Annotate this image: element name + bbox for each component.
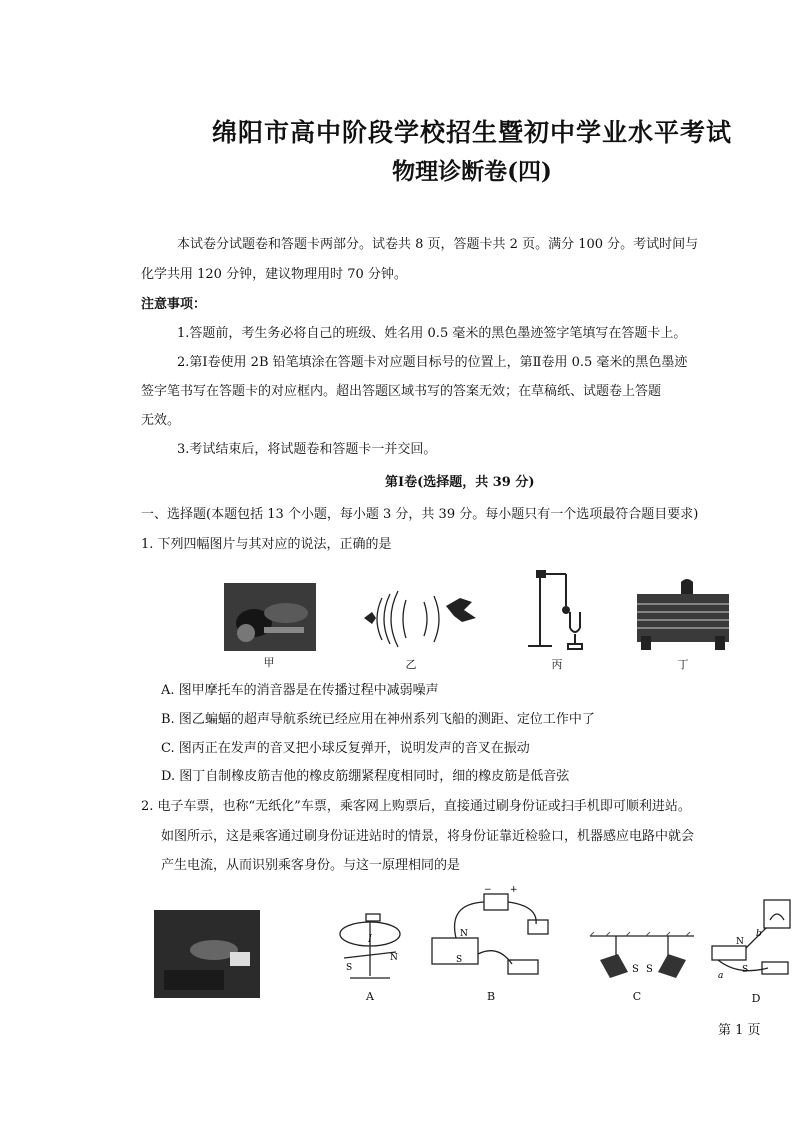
- tuning-fork-illustration: [522, 566, 592, 654]
- q2-fig-d-b-label: b: [756, 929, 762, 939]
- q2-fig-b-plus-label: +: [510, 885, 518, 895]
- notes-item-1: 1.答题前，考生务必将自己的班级、姓名用 0.5 毫米的黑色墨迹签字笔填写在答题卡上。: [177, 326, 687, 341]
- q2-fig-d-s-label: S: [742, 965, 749, 975]
- q2-fig-a-diagram: [330, 910, 410, 990]
- q2-fig-a-current-label: I: [368, 934, 372, 945]
- q2-fig-b-minus-label: −: [484, 885, 492, 895]
- exam-subtitle: 物理诊断卷(四): [392, 158, 552, 185]
- notes-item-3: 3.考试结束后，将试题卷和答题卡一并交回。: [177, 442, 437, 457]
- q2-stem-line-2: 如图所示，这是乘客通过刷身份证进站时的情景，将身份证靠近检验口，机器感应电路中就会: [161, 829, 695, 844]
- q1-option-b: B. 图乙蝙蝠的超声导航系统已经应用在神州系列飞船的测距、定位工作中了: [161, 712, 595, 727]
- q1-fig-label-yi: 乙: [405, 658, 417, 671]
- q2-fig-c-s1-label: S: [632, 964, 639, 975]
- page-number: 第 1 页: [718, 1023, 761, 1038]
- q2-fig-d-diagram: [708, 896, 792, 986]
- notes-item-2-line-1: 2.第Ⅰ卷使用 2B 铅笔填涂在答题卡对应题目标号的位置上，第Ⅱ卷用 0.5 毫米的黑色墨迹: [177, 355, 688, 370]
- q2-fig-d-n-label: N: [736, 937, 744, 947]
- id-card-scan-illustration: [154, 910, 260, 998]
- q2-fig-label-d: D: [751, 992, 761, 1005]
- q1-option-a: A. 图甲摩托车的消音器是在传播过程中减弱噪声: [161, 683, 439, 698]
- bat-ultrasound-illustration: [364, 588, 484, 650]
- q2-stem-line-3: 产生电流，从而识别乘客身份。与这一原理相同的是: [161, 858, 461, 873]
- intro-line-2: 化学共用 120 分钟，建议物理用时 70 分钟。: [141, 267, 407, 282]
- motorcycle-illustration: [224, 583, 316, 651]
- q2-fig-a-s-label: S: [346, 963, 353, 973]
- q1-stem: 1. 下列四幅图片与其对应的说法，正确的是: [141, 537, 392, 552]
- q2-fig-c-s2-label: S: [646, 964, 653, 975]
- q2-fig-label-c: C: [632, 990, 642, 1003]
- section-instruction: 一、选择题(本题包括 13 个小题，每小题 3 分，共 39 分。每小题只有一个选项最符合题目要求): [141, 507, 699, 522]
- notes-heading: 注意事项：: [141, 297, 207, 312]
- q2-fig-c-diagram: [586, 932, 698, 982]
- q1-option-c: C. 图丙正在发声的音叉把小球反复弹开，说明发声的音叉在振动: [161, 741, 530, 756]
- q1-fig-label-bing: 丙: [551, 658, 563, 671]
- q2-fig-d-a-label: a: [718, 971, 724, 981]
- q2-fig-a-n-label: N: [390, 953, 398, 963]
- q1-option-d: D. 图丁自制橡皮筋吉他的橡皮筋绷紧程度相同时，细的橡皮筋是低音弦: [161, 769, 570, 784]
- q1-fig-label-ding: 丁: [677, 658, 689, 671]
- notes-item-2-line-3: 无效。: [141, 413, 181, 428]
- rubber-band-guitar-illustration: [635, 576, 733, 652]
- q1-photo-motorcycle: [224, 583, 316, 651]
- q1-fig-label-jia: 甲: [263, 656, 275, 669]
- q2-fig-label-a: A: [366, 990, 374, 1003]
- exam-title: 绵阳市高中阶段学校招生暨初中学业水平考试: [211, 118, 732, 147]
- q2-fig-label-b: B: [486, 990, 496, 1003]
- intro-line-1: 本试卷分试题卷和答题卡两部分。试卷共 8 页，答题卡共 2 页。满分 100 分。考试时间与: [177, 237, 699, 252]
- notes-item-2-line-2: 签字笔书写在答题卡的对应框内。超出答题区域书写的答案无效；在草稿纸、试题卷上答题: [141, 384, 662, 399]
- q2-stem-line-1: 2. 电子车票，也称“无纸化”车票，乘客网上购票后，直接通过刷身份证或扫手机即可顺利进站。: [141, 799, 691, 814]
- q2-fig-b-s-label: S: [456, 955, 463, 965]
- q2-fig-b-diagram: [428, 884, 558, 984]
- q2-photo-id-card-scan: [154, 910, 260, 998]
- q2-fig-b-n-label: N: [460, 929, 468, 939]
- section-title: 第Ⅰ卷(选择题，共 39 分): [385, 475, 535, 490]
